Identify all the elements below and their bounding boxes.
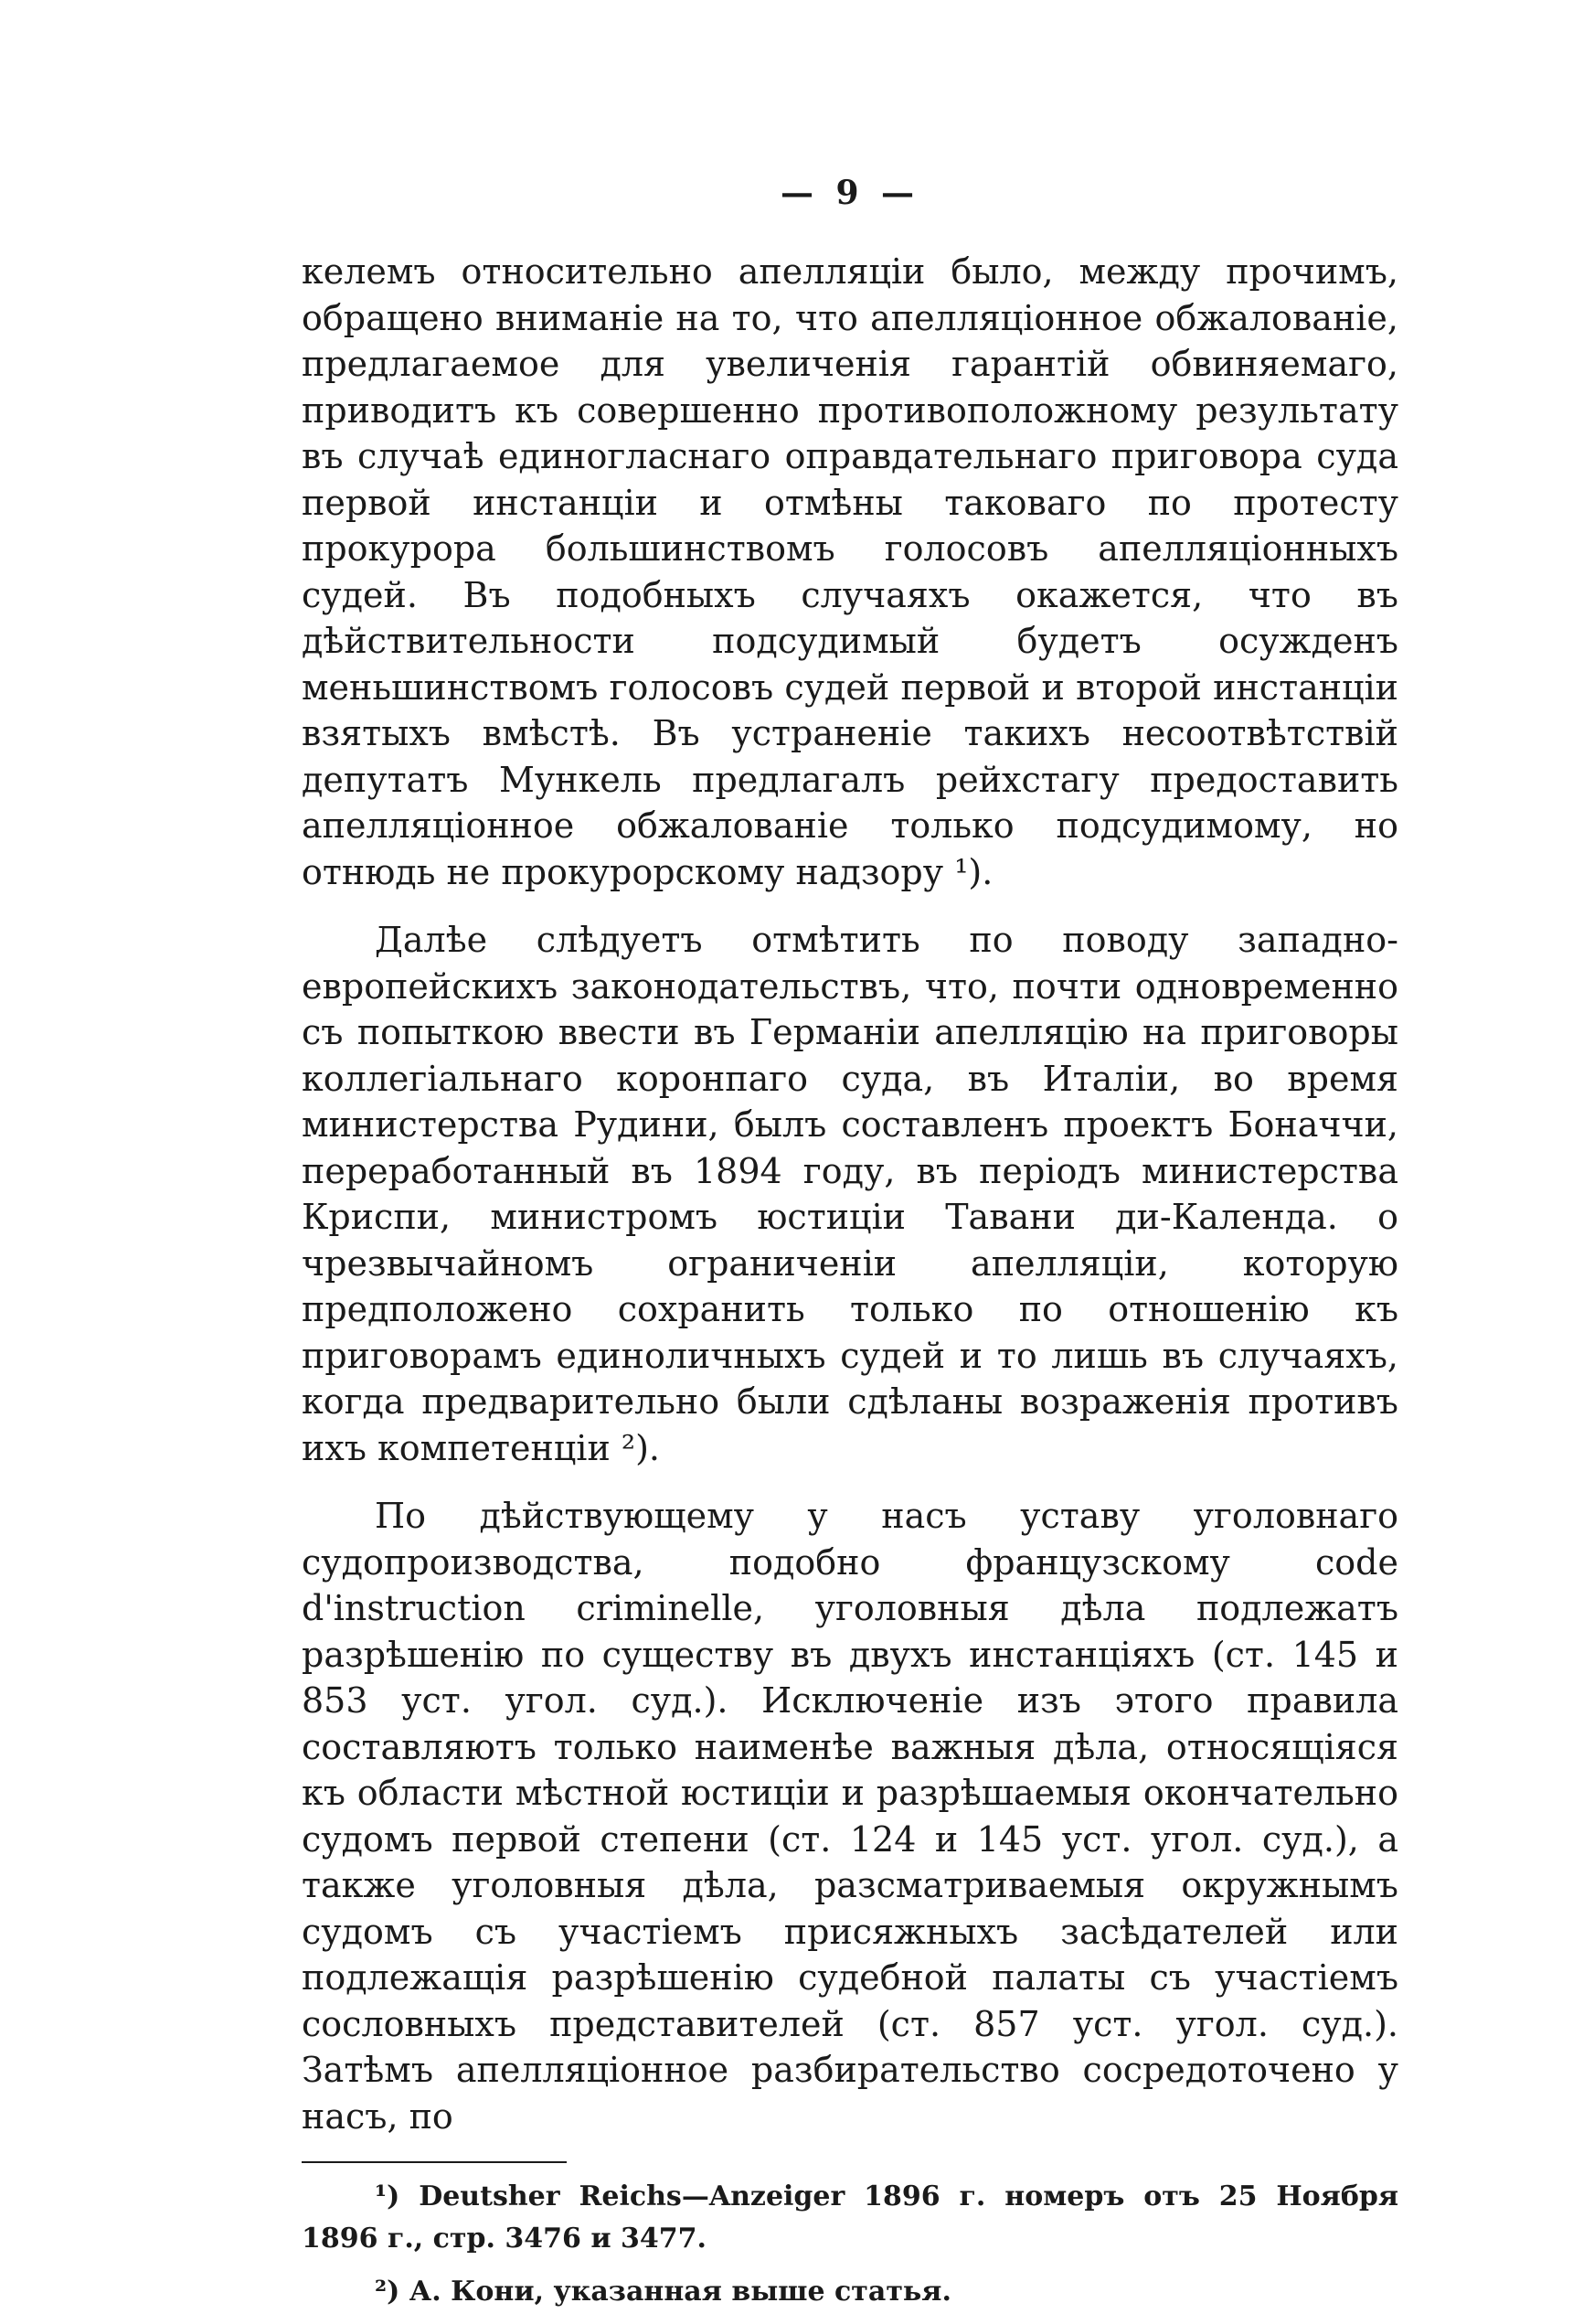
paragraph-european-legislation: Далѣе слѣдуетъ отмѣтить по поводу западно-европейскихъ законодательствъ, что, почти одновременно съ попыткою ввести въ Германіи апелляцію на приговоры коллегіальнаго коронпаго суда, въ Италіи, во время министерства Рудини, былъ составленъ проектъ Боначчи, переработанный въ 1894 году, въ періодъ министерства Криспи, министромъ юстиціи Тавани ди-Календа. о чрезвычайномъ ограниченіи апелляціи, которую предположено сохранить только по отношенію къ приговорамъ единоличныхъ судей и то лишь въ случаяхъ, когда предварительно были сдѣланы возраженія противъ ихъ компетенціи ²). [302,920,1398,1468]
footnote-1: ¹) Deutsher Reichs—Anzeiger 1896 г. номеръ отъ 25 Ноября 1896 г., стр. 3476 и 3477. [302,2180,1398,2255]
page-number: — 9 — [780,174,920,212]
book-page [302,174,1398,2324]
footnote-2: ²) А. Кони, указанная выше статья. [375,2276,951,2308]
paragraph-current-statute: По дѣйствующему у насъ уставу уголовнаго судопроизводства, подобно французскому code d'instruction criminelle, уголовныя дѣла подлежатъ разрѣшенію по существу въ двухъ инстанціяхъ (ст. 145 и 853 уст. угол. суд.). Исключеніе изъ этого правила составляютъ только наименѣе важныя дѣла, относящіяся къ области мѣстной юстиціи и разрѣшаемыя окончательно судомъ первой степени (ст. 124 и 145 уст. угол. суд.), а также уголовныя дѣла, разсматриваемыя окружнымъ судомъ съ участіемъ присяжныхъ засѣдателей или подлежащія разрѣшенію судебной палаты съ участіемъ сословныхъ представителей (ст. 857 уст. угол. суд.). Затѣмъ апелляціонное разбирательство сосредоточено у насъ, по [302,1496,1398,2137]
footnotes [302,2176,1398,2313]
footnote-divider [302,2161,567,2163]
paragraph-continuation: келемъ относительно апелляціи было, между прочимъ, обращено вниманіе на то, что апелляціонное обжалованіе, предлагаемое для увеличенія гарантій обвиняемаго, приводитъ къ совершенно противоположному результату въ случаѣ единогласнаго оправдательнаго приговора суда первой инстанціи и отмѣны таковаго по протесту прокурора большинствомъ голосовъ апелляціонныхъ судей. Въ подобныхъ случаяхъ окажется, что въ дѣйствительности подсудимый будетъ осужденъ меньшинствомъ голосовъ судей первой и второй инстанціи взятыхъ вмѣстѣ. Въ устраненіе такихъ несоотвѣтствій депутатъ Мункель предлагалъ рейхстагу предоставить апелляціонное обжалованіе только подсудимому, но отнюдь не прокурорскому надзору ¹). [302,251,1398,892]
